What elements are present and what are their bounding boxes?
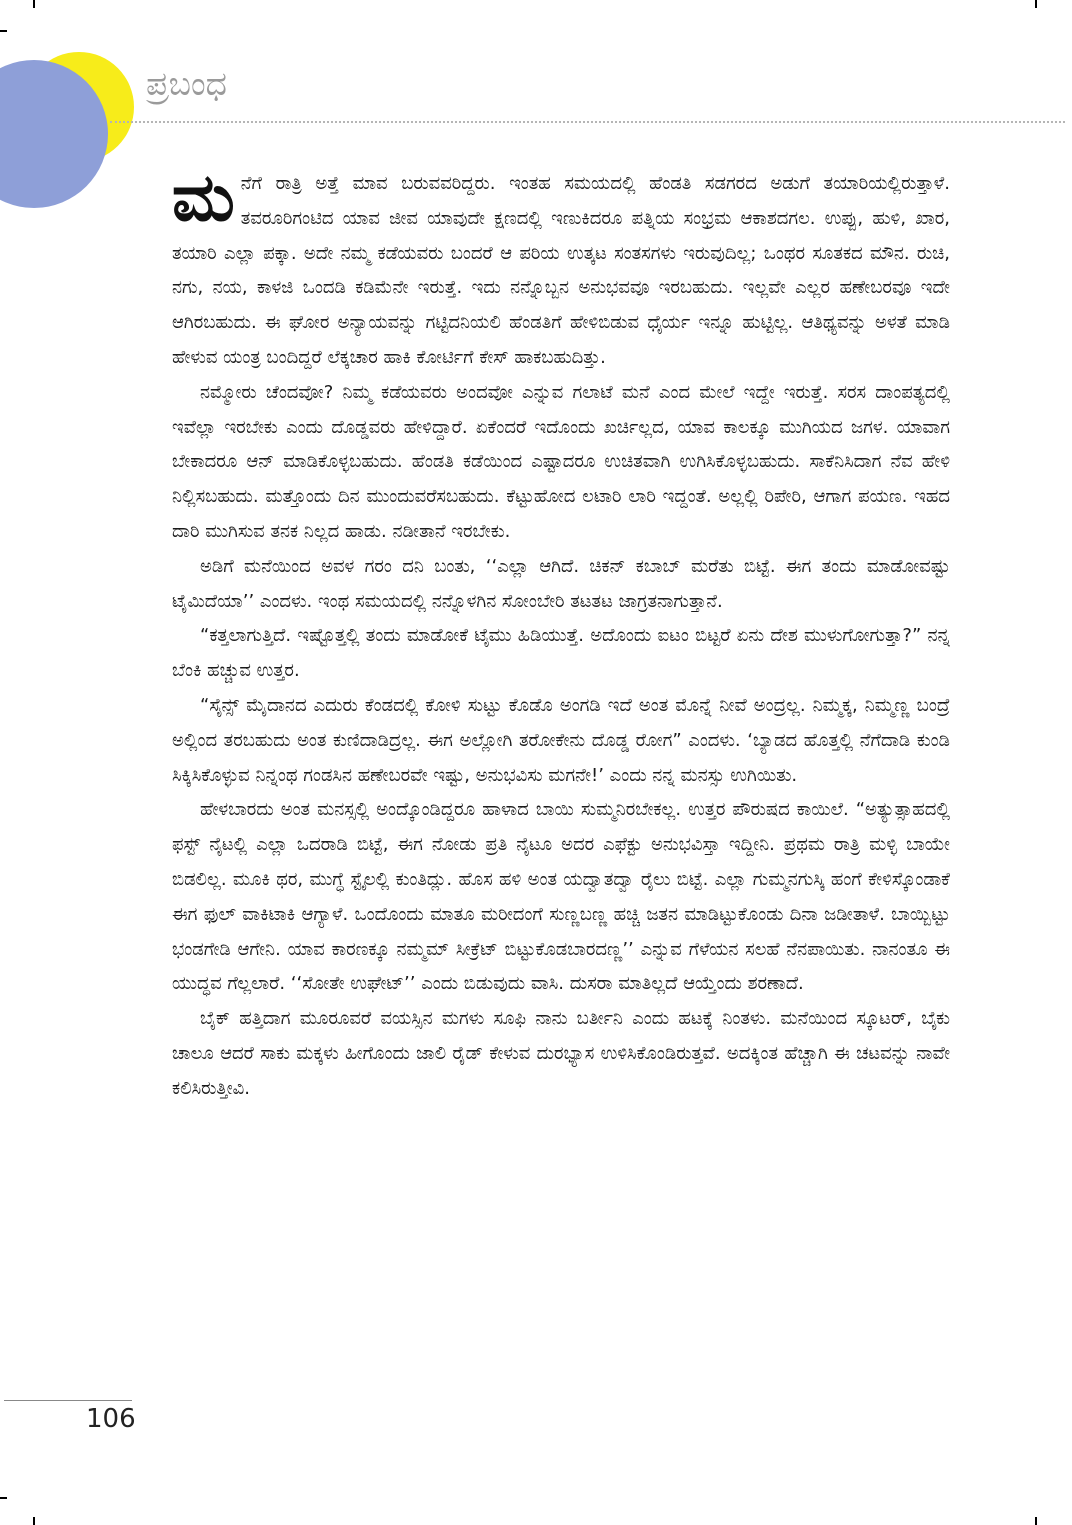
article-paragraph: “ಸೈನ್ಸ್ ಮೈದಾನದ ಎದುರು ಕೆಂಡದಲ್ಲಿ ಕೋಳಿ ಸುಟ್ಟು ಕೊಡೊ ಅಂಗಡಿ ಇದೆ ಅಂತ ಮೊನ್ನೆ ನೀವೆ ಅಂದ್ರಲ್ಲ. ನಿಮ್ಮಕ್ಕ, ನಿಮ್ಮಣ್ಣ ಬಂದ್ರೆ ಅಲ್ಲಿಂದ ತರಬಹುದು ಅಂತ ಕುಣಿದಾಡಿದ್ರಲ್ಲ. ಈಗ ಅಲ್ಲೋಗಿ ತರೋಕೇನು ದೊಡ್ಡ ರೋಗ” ಎಂದಳು. ‘ಬ್ಯಾಡದ ಹೊತ್ತಲ್ಲಿ ನೆಗೆದಾಡಿ ಕುಂಡಿ ಸಿಕ್ಕಿಸಿಕೊಳ್ಳುವ ನಿನ್ನಂಥ ಗಂಡಸಿನ ಹಣೇಬರವೇ ಇಷ್ಟು, ಅನುಭವಿಸು ಮಗನೇ!’ ಎಂದು ನನ್ನ ಮನಸ್ಸು ಉಗಿಯಿತು. bbox=[172, 694, 950, 786]
article-paragraph: ಹೇಳಬಾರದು ಅಂತ ಮನಸ್ಸಲ್ಲಿ ಅಂದ್ಕೊಂಡಿದ್ದರೂ ಹಾಳಾದ ಬಾಯಿ ಸುಮ್ಮನಿರಬೇಕಲ್ಲ. ಉತ್ತರ ಪೌರುಷದ ಕಾಯಿಲೆ. “ಅತ್ಯುತ್ಸಾಹದಲ್ಲಿ ಫಸ್ಟ್ ನೈಟಲ್ಲಿ ಎಲ್ಲಾ ಒದರಾಡಿ ಬಿಟ್ಟೆ, ಈಗ ನೋಡು ಪ್ರತಿ ನೈಟೂ ಅದರ ಎಫೆಕ್ಟು ಅನುಭವಿಸ್ತಾ ಇದ್ದೀನಿ. ಪ್ರಥಮ ರಾತ್ರಿ ಮಳ್ಳಿ ಬಾಯೇ ಬಿಡಲಿಲ್ಲ. ಮೂಕಿ ಥರ, ಮುಗ್ಧೆ ಸ್ಟೈಲಲ್ಲಿ ಕುಂತಿದ್ಲು. ಹೊಸ ಹಳಿ ಅಂತ ಯದ್ವಾತದ್ವಾ ರೈಲು ಬಿಟ್ಟೆ. ಎಲ್ಲಾ ಗುಮ್ಮನಗುಸ್ಕಿ ಹಂಗೆ ಕೇಳಿಸ್ಕೊಂಡಾಕೆ ಈಗ ಫುಲ್ ವಾಕಿಟಾಕಿ ಆಗ್ಯಾಳೆ. ಒಂದೊಂದು ಮಾತೂ ಮರೀದಂಗೆ ಸುಣ್ಣಬಣ್ಣ ಹಚ್ಚಿ ಜತನ ಮಾಡಿಟ್ಟುಕೊಂಡು ದಿನಾ ಜಡೀತಾಳೆ. ಬಾಯ್ಬಿಟ್ಟು ಭಂಡಗೇಡಿ ಆಗೇನಿ. ಯಾವ ಕಾರಣಕ್ಕೂ ನಮ್ಮಮ್ ಸೀಕ್ರೆಟ್ ಬಿಟ್ಟುಕೊಡಬಾರದಣ್ಣ’’ ಎನ್ನುವ ಗೆಳೆಯನ ಸಲಹೆ ನೆನಪಾಯಿತು. ನಾನಂತೂ ಈ ಯುದ್ಧವ ಗೆಲ್ಲಲಾರೆ. ‘‘ಸೋತೇ ಉಘೇಟ್’’ ಎಂದು ಬಿಡುವುದು ವಾಸಿ. ದುಸರಾ ಮಾತಿಲ್ಲದೆ ಆಯ್ತೆಂದು ಶರಣಾದೆ. bbox=[172, 799, 950, 995]
page-number: 106 bbox=[86, 1404, 136, 1434]
crop-mark-top-left bbox=[33, 0, 35, 8]
crop-mark-left-upper bbox=[0, 30, 7, 32]
article-paragraph: ಅಡಿಗೆ ಮನೆಯಿಂದ ಅವಳ ಗರಂ ದನಿ ಬಂತು, ‘‘ಎಲ್ಲಾ ಆಗಿದೆ. ಚಿಕನ್ ಕಬಾಬ್ ಮರೆತು ಬಿಟ್ಟೆ. ಈಗ ತಂದು ಮಾಡೋವಷ್ಟು ಟೈಮಿದೆಯಾ’’ ಎಂದಳು. ಇಂಥ ಸಮಯದಲ್ಲಿ ನನ್ನೊಳಗಿನ ಸೋಂಬೇರಿ ತಟತಟ ಜಾಗ್ರತನಾಗುತ್ತಾನೆ. bbox=[172, 555, 950, 612]
dotted-header-rule bbox=[110, 121, 1065, 123]
crop-mark-bottom-left bbox=[33, 1517, 35, 1525]
article-paragraph: ನಮ್ಮೋರು ಚೆಂದವೋ? ನಿಮ್ಮ ಕಡೆಯವರು ಅಂದವೋ ಎನ್ನುವ ಗಲಾಟೆ ಮನೆ ಎಂದ ಮೇಲೆ ಇದ್ದೇ ಇರುತ್ತೆ. ಸರಸ ದಾಂಪತ್ಯದಲ್ಲಿ ಇವೆಲ್ಲಾ ಇರಬೇಕು ಎಂದು ದೊಡ್ಡವರು ಹೇಳಿದ್ದಾರೆ. ಏಕೆಂದರೆ ಇದೊಂದು ಖರ್ಚಿಲ್ಲದ, ಯಾವ ಕಾಲಕ್ಕೂ ಮುಗಿಯದ ಜಗಳ. ಯಾವಾಗ ಬೇಕಾದರೂ ಆನ್ ಮಾಡಿಕೊಳ್ಳಬಹುದು. ಹೆಂಡತಿ ಕಡೆಯಿಂದ ಎಷ್ಟಾದರೂ ಉಚಿತವಾಗಿ ಉಗಿಸಿಕೊಳ್ಳಬಹುದು. ಸಾಕೆನಿಸಿದಾಗ ನೆವ ಹೇಳಿ ನಿಲ್ಲಿಸಬಹುದು. ಮತ್ತೊಂದು ದಿನ ಮುಂದುವರೆಸಬಹುದು. ಕೆಟ್ಟುಹೋದ ಲಟಾರಿ ಲಾರಿ ಇದ್ದಂತೆ. ಅಲ್ಲಲ್ಲಿ ರಿಪೇರಿ, ಆಗಾಗ ಪಯಣ. ಇಹದ ದಾರಿ ಮುಗಿಸುವ ತನಕ ನಿಲ್ಲದ ಹಾಡು. ನಡೀತಾನೆ ಇರಬೇಕು. bbox=[172, 381, 950, 542]
page-number-rule bbox=[4, 1400, 132, 1401]
section-title: ಪ್ರಬಂಧ bbox=[146, 64, 227, 103]
article-paragraph: “ಕತ್ತಲಾಗುತ್ತಿದೆ. ಇಷ್ಟೊತ್ತಲ್ಲಿ ತಂದು ಮಾಡೋಕೆ ಟೈಮು ಹಿಡಿಯುತ್ತೆ. ಅದೊಂದು ಐಟಂ ಬಿಟ್ಟರೆ ಏನು ದೇಶ ಮುಳುಗೋಗುತ್ತಾ?” ನನ್ನ ಬೆಂಕಿ ಹಚ್ಚುವ ಉತ್ತರ. bbox=[172, 625, 950, 682]
crop-mark-top-right bbox=[1035, 0, 1037, 8]
article-paragraph bbox=[172, 167, 950, 376]
crop-mark-bottom-right bbox=[1035, 1517, 1037, 1525]
crop-mark-left-lower bbox=[0, 1497, 7, 1499]
article-paragraph: ಬೈಕ್ ಹತ್ತಿದಾಗ ಮೂರೂವರೆ ವಯಸ್ಸಿನ ಮಗಳು ಸೂಫಿ ನಾನು ಬರ್ತೀನಿ ಎಂದು ಹಟಕ್ಕೆ ನಿಂತಳು. ಮನೆಯಿಂದ ಸ್ಕೂಟರ್, ಬೈಕು ಚಾಲೂ ಆದರೆ ಸಾಕು ಮಕ್ಕಳು ಹೀಗೊಂದು ಜಾಲಿ ರೈಡ್ ಕೇಳುವ ದುರಭ್ಯಾಸ ಉಳಿಸಿಕೊಂಡಿರುತ್ತವೆ. ಅದಕ್ಕಿಂತ ಹೆಚ್ಚಾಗಿ ಈ ಚಟವನ್ನು ನಾವೇ ಕಲಿಸಿರುತ್ತೀವಿ. bbox=[172, 1008, 950, 1099]
paragraph-text: ನೆಗೆ ರಾತ್ರಿ ಅತ್ತೆ ಮಾವ ಬರುವವರಿದ್ದರು. ಇಂತಹ ಸಮಯದಲ್ಲಿ ಹೆಂಡತಿ ಸಡಗರದ ಅಡುಗೆ ತಯಾರಿಯಲ್ಲಿರುತ್ತಾಳೆ. ತವರೂರಿಗಂಟಿದ ಯಾವ ಜೀವ ಯಾವುದೇ ಕ್ಷಣದಲ್ಲಿ ಇಣುಕಿದರೂ ಪತ್ನಿಯ ಸಂಭ್ರಮ ಆಕಾಶದಗಲ. ಉಪ್ಪು, ಹುಳಿ, ಖಾರ, ತಯಾರಿ ಎಲ್ಲಾ ಪಕ್ಕಾ. ಅದೇ ನಮ್ಮ ಕಡೆಯವರು ಬಂದರೆ ಆ ಪರಿಯ ಉತ್ಕಟ ಸಂತಸಗಳು ಇರುವುದಿಲ್ಲ; ಒಂಥರ ಸೂತಕದ ಮೌನ. ರುಚಿ, ನಗು, ನಯ, ಕಾಳಜಿ ಒಂದಡಿ ಕಡಿಮೆನೇ ಇರುತ್ತೆ. ಇದು ನನ್ನೊಬ್ಬನ ಅನುಭವವೂ ಇರಬಹುದು. ಇಲ್ಲವೇ ಎಲ್ಲರ ಹಣೇಬರವೂ ಇದೇ ಆಗಿರಬಹುದು. ಈ ಘೋರ ಅನ್ಯಾಯವನ್ನು ಗಟ್ಟಿದನಿಯಲಿ ಹೆಂಡತಿಗೆ ಹೇಳಿಬಿಡುವ ಧೈರ್ಯ ಇನ್ನೂ ಹುಟ್ಟಿಲ್ಲ. ಆತಿಥ್ಯವನ್ನು ಅಳತೆ ಮಾಡಿ ಹೇಳುವ ಯಂತ್ರ ಬಂದಿದ್ದರೆ ಲೆಕ್ಕಚಾರ ಹಾಕಿ ಕೋರ್ಟಿಗೆ ಕೇಸ್ ಹಾಕಬಹುದಿತ್ತು. bbox=[172, 173, 950, 368]
article-body bbox=[172, 167, 950, 1392]
drop-cap: ಮ bbox=[172, 167, 235, 236]
